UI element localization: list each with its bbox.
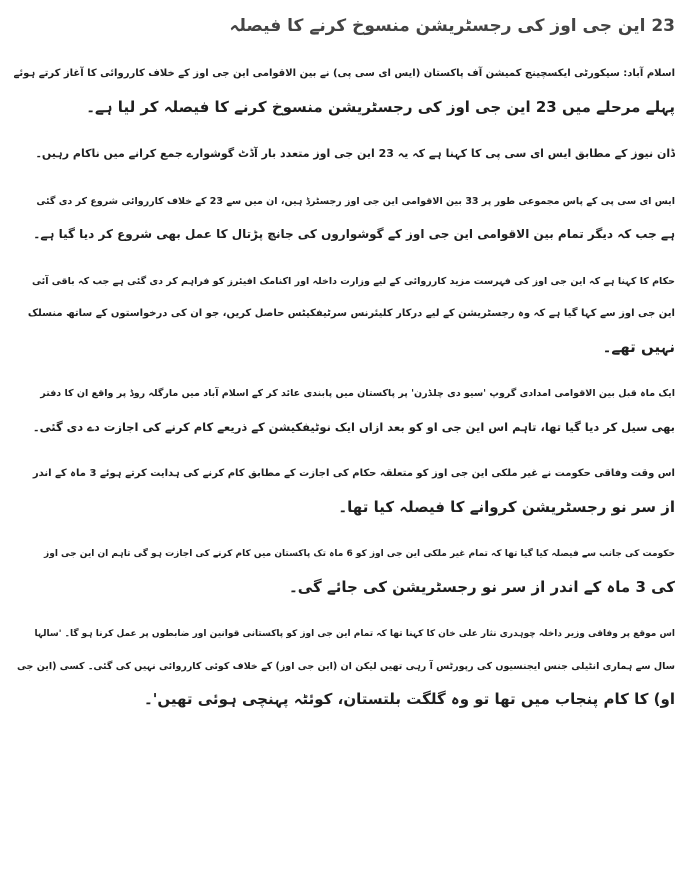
article-paragraph (14, 458, 675, 523)
article-paragraph (14, 186, 675, 251)
paragraph-line: نہیں تھے۔ (602, 337, 675, 356)
article-paragraph (14, 266, 675, 364)
article-paragraph (14, 58, 675, 123)
paragraph-line: ڈان نیوز کے مطابق ایس ای سی پی کا کہنا ہے کہ یہ 23 این جی اوز متعدد بار آڈٹ گوشوارے جمع کرانے میں ناکام رہیں۔ (35, 147, 675, 160)
paragraph-line: حکومت کی جانب سے فیصلہ کیا گیا تھا کہ تمام غیر ملکی این جی اوز کو 6 ماہ تک پاکستان میں کام کرنے کی اجازت ہو گی تاہم ان این جی اوز (44, 549, 675, 559)
paragraph-line: پہلے مرحلے میں 23 این جی اوز کی رجسٹریشن منسوخ کرنے کا فیصلہ کر لیا ہے۔ (86, 97, 675, 116)
paragraph-line: کی 3 ماہ کے اندر از سر نو رجسٹریشن کی جائے گی۔ (289, 577, 675, 596)
paragraph-line: او) کا کام پنجاب میں تھا تو وہ گلگت بلتستان، کوئٹہ پہنچی ہوئی تھیں'۔ (144, 690, 675, 708)
paragraph-line: ہے جب کہ دیگر تمام بین الاقوامی این جی اوز کے گوشواروں کی جانچ پڑتال کا عمل بھی شروع کر دیا گیا ہے۔ (33, 227, 675, 241)
paragraph-line: ایس ای سی پی کے پاس مجموعی طور پر 33 بین الاقوامی این جی اوز رجسٹرڈ ہیں، ان میں سے 23 کے خلاف کارروائی شروع کر دی گئی (36, 195, 675, 207)
paragraph-line: اس وقت وفاقی حکومت نے غیر ملکی این جی اوز کو متعلقہ حکام کی اجازت کے مطابق کام کرنے کی ہدایت کرتے ہوئے 3 ماہ کے اندر (32, 468, 675, 479)
paragraph-line: حکام کا کہنا ہے کہ این جی اوز کی فہرست مزید کارروائی کے لیے وزارت داخلہ اور اکنامک افیئرز کو فراہم کر دی گئی ہے جب کہ باقی آئی (32, 275, 675, 287)
article-paragraph (14, 618, 675, 716)
article-paragraph (14, 138, 675, 171)
paragraph-line: این جی اوز سے کہا گیا ہے کہ وہ رجسٹریشن کے لیے درکار کلیئرنس سرٹیفکیٹس حاصل کریں، جو ان کی درخواستوں کے ساتھ منسلک (27, 308, 675, 319)
article-paragraph (14, 538, 675, 603)
paragraph-line: سال سے ہماری انٹیلی جنس ایجنسیوں کی رپورٹس آ رہی تھیں لیکن ان (این جی اوز) کے خلاف کوئی کارروائی نہیں کی گئی۔ کسی (این جی (16, 660, 675, 672)
paragraph-line: ایک ماہ قبل بین الاقوامی امدادی گروپ 'سیو دی چلڈرن' پر پاکستان میں پابندی عائد کر کے اسلام آباد میں مارگلہ روڈ پر واقع ان کا دفتر (40, 388, 675, 399)
paragraph-line: اس موقع پر وفاقی وزیر داخلہ چوہدری نثار علی خان کا کہنا تھا کہ تمام این جی اوز کو پاکستانی قوانین اور ضابطوں پر عمل کرنا ہو گا۔ 'سالہا (34, 629, 675, 639)
paragraph-line: از سر نو رجسٹریشن کروانے کا فیصلہ کیا تھا۔ (338, 497, 675, 516)
article-paragraph (14, 378, 675, 443)
article-title: 23 این جی اوز کی رجسٹریشن منسوخ کرنے کا فیصلہ (229, 16, 675, 36)
paragraph-line: بھی سیل کر دیا گیا تھا، تاہم اس این جی او کو بعد ازاں ایک نوٹیفکیشن کے ذریعے کام کرنے کی اجازت دے دی گئی۔ (32, 419, 675, 434)
paragraph-line: اسلام آباد: سیکورٹی ایکسچینج کمیشن آف پاکستان (ایس ای سی پی) نے بین الاقوامی این جی اوز کے خلاف کارروائی کا آغاز کرتے ہوئے (14, 68, 675, 79)
